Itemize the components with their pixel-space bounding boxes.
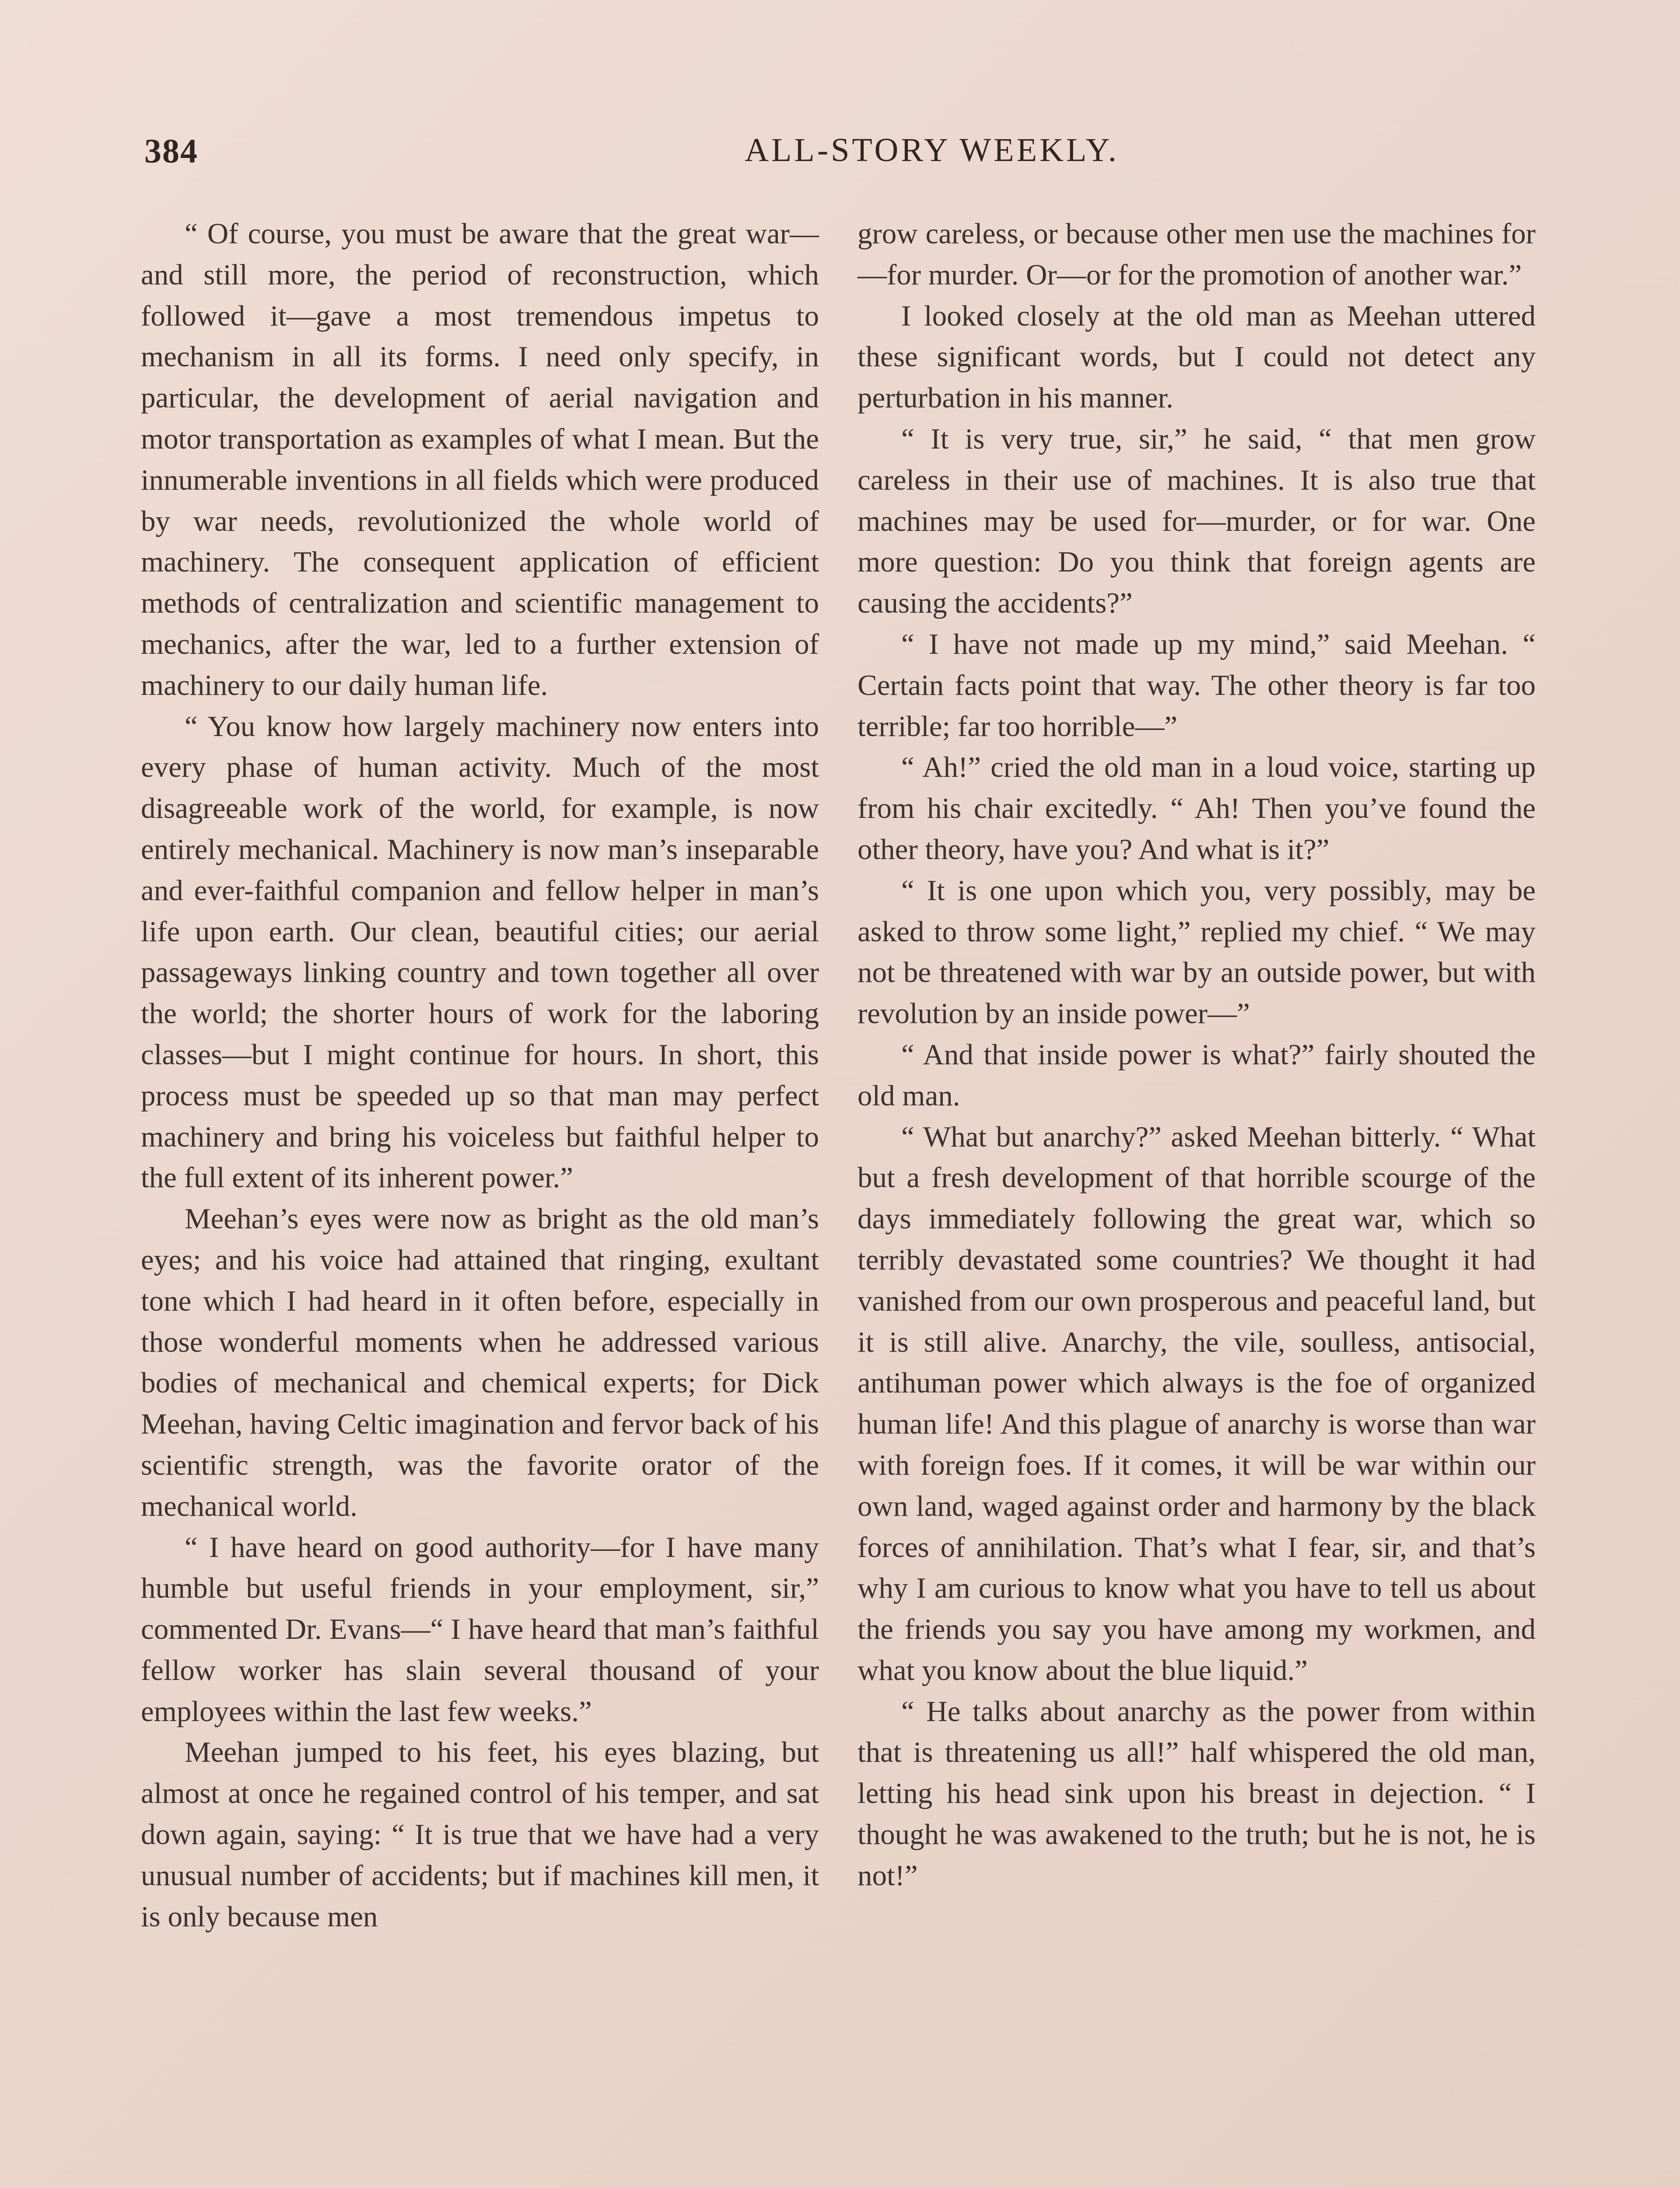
paragraph: “ It is very true, sir,” he said, “ that men grow careless in their use of machines. It is also true that machines may be used for—murder, or for war. One more question: Do you think that foreign agents are causing the accidents?”	[858, 422, 1536, 620]
paragraph: “ I have heard on good authority—for I have many humble but useful friends in your employment, sir,” commented Dr. Evans—“ I have heard that man’s faithful fellow worker has slain several thousand of your employees within the last few weeks.”	[141, 1531, 819, 1728]
page-number: 384	[144, 132, 198, 170]
running-title: ALL-STORY WEEKLY.	[745, 132, 1119, 168]
paragraph: “ What but anarchy?” asked Meehan bitterly. “ What but a fresh development of that horrible scourge of the days immediately following the great war, which so terribly devastated some countries? We thought it had vanished from our own prosperous and peaceful land, but it is still alive. Anarchy, the vile, soulless, antisocial, antihuman power which always is the foe of organized human life! And this plague of anarchy is worse than war with foreign foes. If it comes, it will be war within our own land, waged against order and harmony by the black forces of annihilation. That’s what I fear, sir, and that’s why I am curious to know what you have to tell us about the friends you say you have among my workmen, and what you know about the blue liquid.”	[858, 1120, 1536, 1687]
paragraph: “ Of course, you must be aware that the great war—and still more, the period of reconstruction, which followed it—gave a most tremendous impetus to mechanism in all its forms. I need only specify, in particular, the development of aerial navigation and motor transportation as examples of what I mean. But the innumerable inventions in all fields which were produced by war needs, revolutionized the whole world of machinery. The consequent application of efficient methods of centralization and scientific management to mechanics, after the war, led to a further extension of machinery to our daily human life.	[141, 217, 819, 701]
paragraph: Meehan jumped to his feet, his eyes blazing, but almost at once he regained control of his temper, and sat down again, saying: “ It is true that we have had a very unusual number of accidents; but if machines kill men, it is only because men	[141, 1736, 819, 1933]
paragraph-continued: grow careless, or because other men use the machines for—for murder. Or—or for the promotion of another war.”	[858, 217, 1536, 291]
right-column	[858, 214, 1536, 1897]
page-header	[144, 131, 1536, 179]
paragraph: I looked closely at the old man as Meehan uttered these significant words, but I could not detect any perturbation in his manner.	[858, 299, 1536, 414]
paragraph: “ And that inside power is what?” fairly shouted the old man.	[858, 1038, 1536, 1112]
paragraph: “ I have not made up my mind,” said Meehan. “ Certain facts point that way. The other theory is far too terrible; far too horrible—”	[858, 628, 1536, 743]
paragraph: “ It is one upon which you, very possibly, may be asked to throw some light,” replied my chief. “ We may not be threatened with war by an outside power, but with revolution by an inside power—”	[858, 874, 1536, 1030]
paragraph: “ He talks about anarchy as the power from within that is threatening us all!” half whispered the old man, letting his head sink upon his breast in dejection. “ I thought he was awakened to the truth; but he is not, he is not!”	[858, 1695, 1536, 1892]
paragraph: “ Ah!” cried the old man in a loud voice, starting up from his chair excitedly. “ Ah! Then you’ve found the other theory, have you? And what is it?”	[858, 751, 1536, 866]
paragraph: “ You know how largely machinery now enters into every phase of human activity. Much of the most disagreeable work of the world, for example, is now entirely mechanical. Machinery is now man’s inseparable and ever-faithful companion and fellow helper in man’s life upon earth. Our clean, beautiful cities; our aerial passageways linking country and town together all over the world; the shorter hours of work for the laboring classes—but I might continue for hours. In short, this process must be speeded up so that man may perfect machinery and bring his voiceless but faithful helper to the full extent of its inherent power.”	[141, 710, 819, 1194]
paragraph: Meehan’s eyes were now as bright as the old man’s eyes; and his voice had attained that ringing, exultant tone which I had heard in it often before, especially in those wonderful moments when he addressed various bodies of mechanical and chemical experts; for Dick Meehan, having Celtic imagination and fervor back of his scientific strength, was the favorite orator of the mechanical world.	[141, 1203, 819, 1522]
left-column	[141, 214, 819, 1937]
